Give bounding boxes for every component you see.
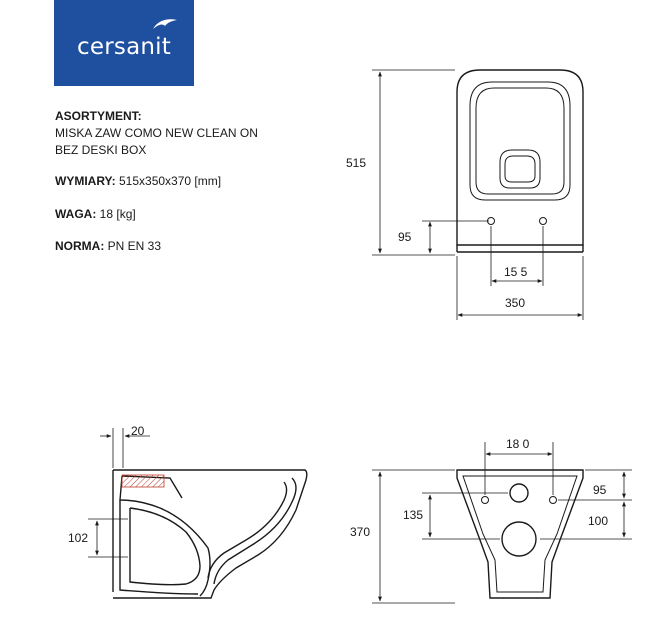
dim-rim-offset-20: 20 [131,424,145,438]
dim-width-350: 350 [505,296,526,310]
dim-height-370: 370 [350,525,371,539]
dim-bolt-offset-95: 95 [398,230,412,244]
weight-label: WAGA: [55,207,97,221]
inlet-hole [510,484,528,502]
norm-value: PN EN 33 [107,239,162,253]
back-fixing-hole-right [550,497,557,504]
dim-outlet-height-100: 100 [588,514,609,528]
top-view-dimensions [372,70,583,320]
trap-outer [120,500,198,594]
brand-name: cersanit [77,34,171,60]
dim-bolt-spacing-155: 15 5 [504,265,528,279]
dim-outlet-height-102: 102 [68,531,89,545]
top-view [457,70,583,252]
weight-value: 18 [kg] [99,207,136,221]
rim-section-hatch [122,475,164,487]
assortment-label: ASORTYMENT: [55,109,142,123]
dimensions-label: WYMIARY: [55,174,116,188]
dim-bolt-spacing-180: 18 0 [506,437,530,451]
bowl-outline-side [113,470,307,598]
back-view [457,470,583,598]
dim-bolt-height-95: 95 [593,483,607,497]
side-view [113,470,307,598]
outlet-hole [502,522,536,556]
back-fixing-hole-left [482,497,489,504]
bowl-opening-inner [476,88,564,194]
fixing-hole-right [540,218,547,225]
assortment-line-1: MISKA ZAW COMO NEW CLEAN ON [55,126,258,140]
dim-length-515: 515 [346,156,367,170]
norm-label: NORMA: [55,239,105,253]
trap-inner [130,508,200,585]
dim-inlet-height-135: 135 [403,508,424,522]
side-view-dimensions [88,428,150,557]
dimensions-value: 515x350x370 [mm] [119,174,222,188]
assortment-line-2: BEZ DESKI BOX [55,143,147,157]
back-outline [457,470,583,598]
